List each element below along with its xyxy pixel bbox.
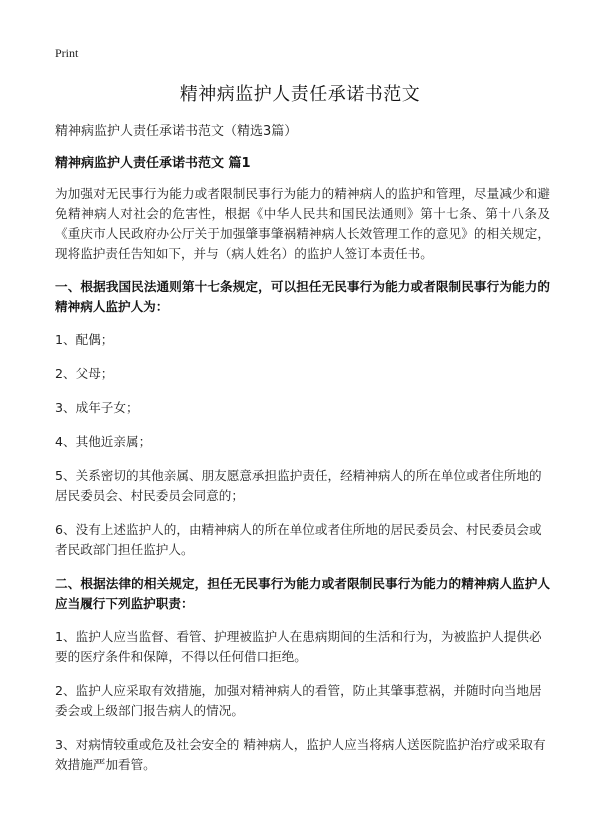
page-title: 精神病监护人责任承诺书范文 [179, 84, 421, 105]
list-item: 4、其他近亲属； [55, 434, 152, 449]
list-item: 1、配偶； [55, 332, 114, 347]
section-title: 精神病监护人责任承诺书范文 篇1 [55, 156, 251, 171]
list-item: 3、成年子女； [55, 400, 139, 415]
list-item: 1、监护人应当监督、看管、护理被监护人在患病期间的生活和行为，为被监护人提供必要的医疗条件和保障，不得以任何借口拒绝。 [55, 629, 542, 664]
list-item: 5、关系密切的其他亲属、朋友愿意承担监护责任，经精神病人的所在单位或者住所地的居民委员会、村民委员会同意的； [55, 468, 542, 503]
document-body [55, 122, 550, 789]
part1-heading: 一、根据我国民法通则第十七条规定，可以担任无民事行为能力或者限制民事行为能力的精神病人监护人为： [55, 279, 550, 314]
list-item: 3、对病情较重或危及社会安全的 精神病人，监护人应当将病人送医院监护治疗或采取有效措施严加看管。 [55, 737, 546, 772]
print-link[interactable]: Print [55, 46, 79, 60]
list-item: 2、监护人应采取有效措施，加强对精神病人的看管，防止其肇事惹祸，并随时向当地居委会或上级部门报告病人的情况。 [55, 683, 542, 718]
document-subtitle: 精神病监护人责任承诺书范文（精选3篇） [55, 124, 298, 139]
part2-heading: 二、根据法律的相关规定，担任无民事行为能力或者限制民事行为能力的精神病人监护人应当履行下列监护职责： [55, 576, 550, 611]
intro-paragraph: 为加强对无民事行为能力或者限制民事行为能力的精神病人的监护和管理，尽量减少和避免精神病人对社会的危害性，根据《中华人民共和国民法通则》第十七条、第十八条及《重庆市人民政府办公厅关于加强肇事肇祸精神病人长效管理工作的意见》的相关规定，现将监护责任告知如下，并与（病人姓名）的监护人签订本责任书。 [55, 186, 550, 261]
list-item: 2、父母； [55, 366, 114, 381]
list-item: 6、没有上述监护人的，由精神病人的所在单位或者住所地的居民委员会、村民委员会或者民政部门担任监护人。 [55, 522, 542, 557]
